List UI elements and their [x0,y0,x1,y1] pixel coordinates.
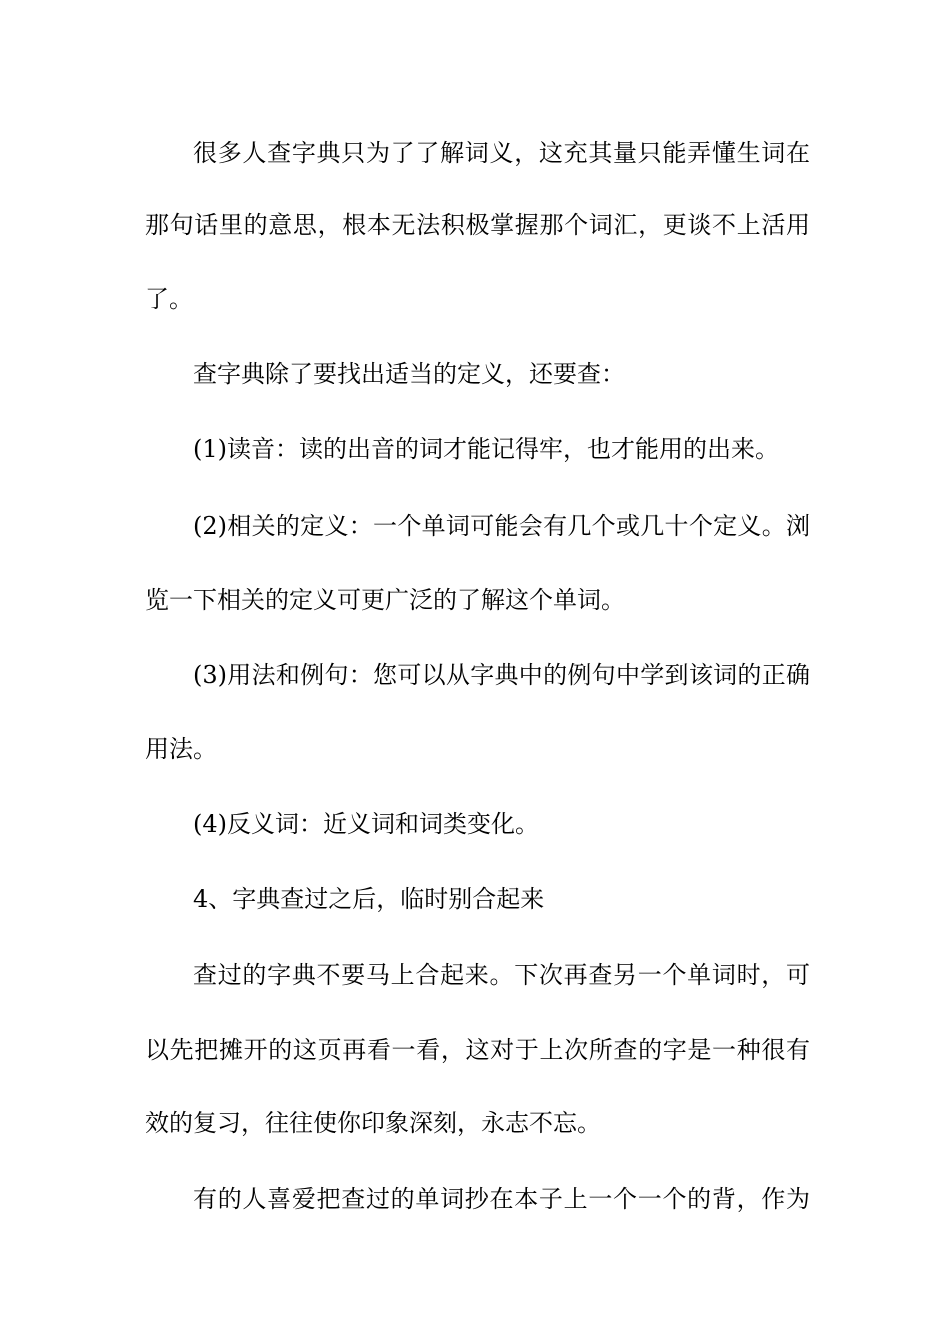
paragraph-line: 查过的字典不要马上合起来。下次再查另一个单词时，可 [193,961,810,989]
paragraph-line: 那句话里的意思，根本无法积极掌握那个词汇，更谈不上活用 [145,211,810,239]
paragraph-line: 以先把摊开的这页再看一看，这对于上次所查的字是一种很有 [145,1036,810,1064]
paragraph-line: 览一下相关的定义可更广泛的了解这个单词。 [145,586,625,614]
paragraph-line: 有的人喜爱把查过的单词抄在本子上一个一个的背，作为 [193,1185,810,1213]
paragraph-line: (1)读音：读的出音的词才能记得牢，也才能用的出来。 [193,435,779,463]
paragraph-line: 很多人查字典只为了了解词义，这充其量只能弄懂生词在 [193,139,810,167]
paragraph-line: (4)反义词：近义词和词类变化。 [193,810,539,838]
paragraph-line: 用法。 [145,735,217,763]
paragraph-line: 了。 [145,285,193,313]
paragraph-line: 查字典除了要找出适当的定义，还要查： [193,360,625,388]
paragraph-line: (2)相关的定义：一个单词可能会有几个或几十个定义。浏 [193,512,810,540]
section-heading: 4、字典查过之后，临时别合起来 [193,885,545,913]
paragraph-line: 效的复习，往往使你印象深刻，永志不忘。 [145,1109,601,1137]
paragraph-line: (3)用法和例句：您可以从字典中的例句中学到该词的正确 [193,661,810,689]
